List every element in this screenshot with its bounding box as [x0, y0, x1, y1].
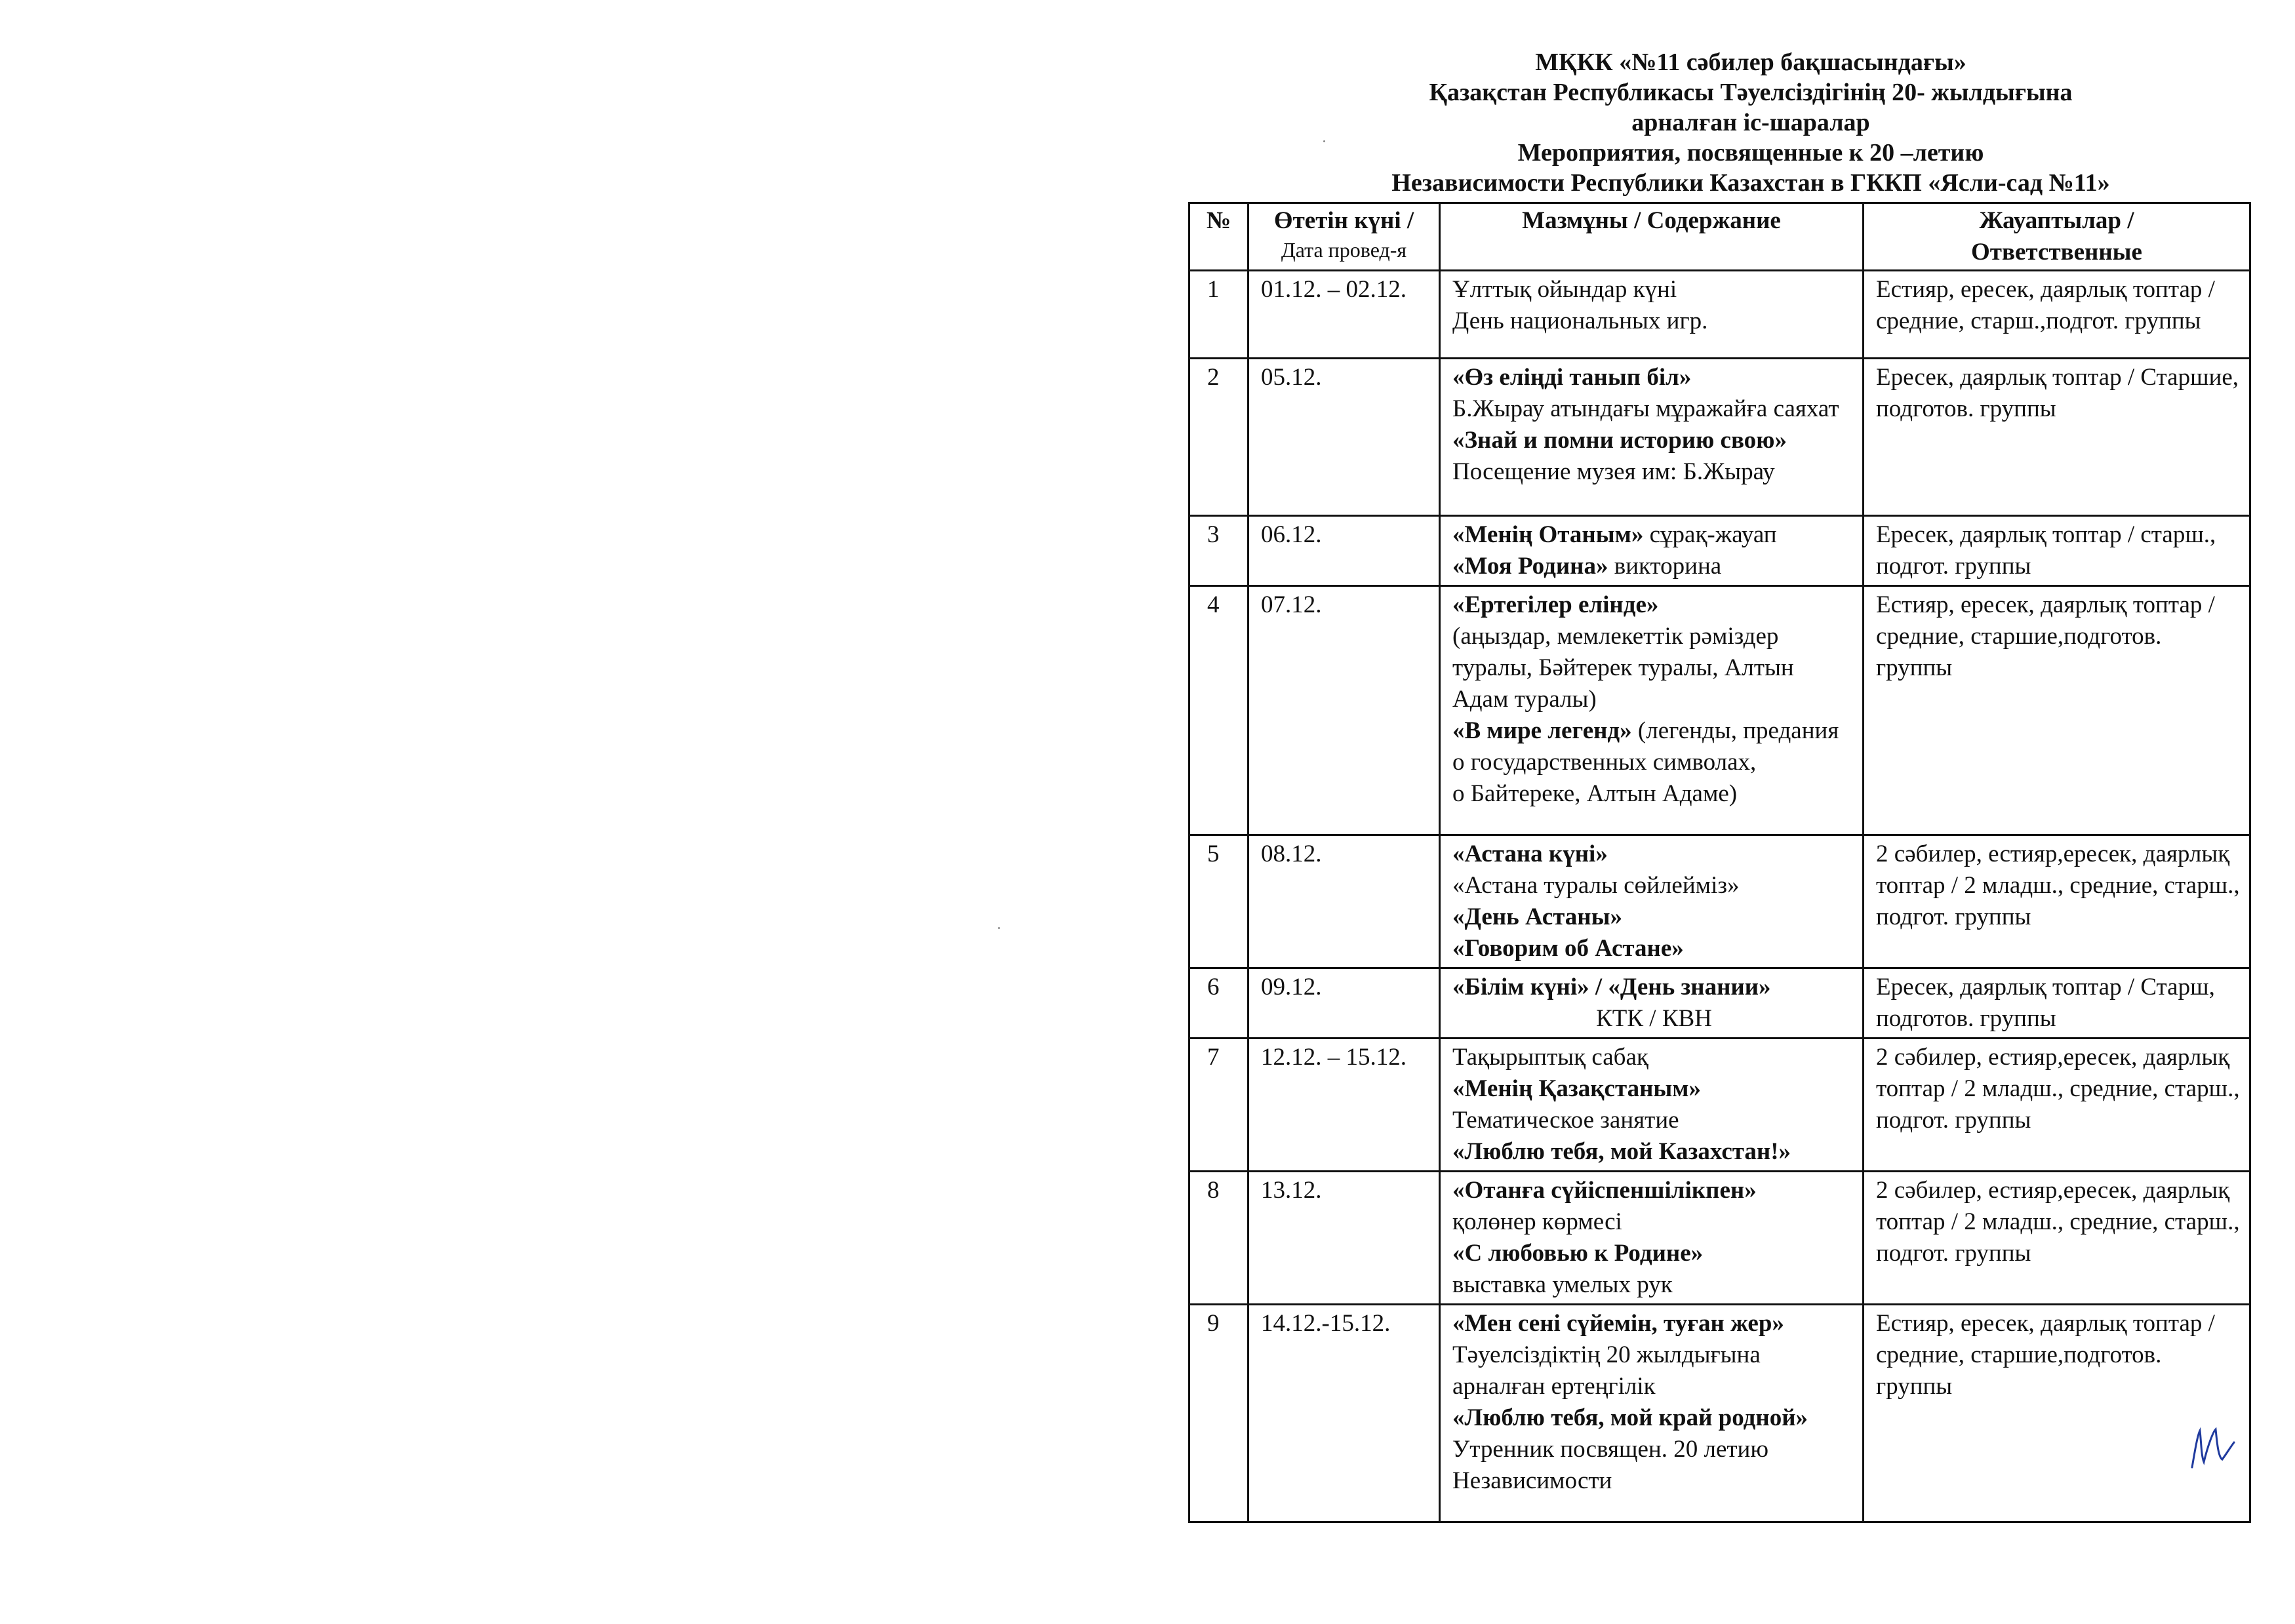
content-line: «Отанға сүйіспеншілікпен»	[1452, 1177, 1757, 1204]
content-bold: «Ертегілер елінде»	[1452, 591, 1659, 618]
content-line	[1452, 747, 1856, 778]
row-responsible: Естияр, ересек, даярлық топтар / средние, старш.,подгот. группы	[1864, 271, 2250, 359]
content-line	[1452, 519, 1856, 551]
row-content	[1440, 968, 1864, 1039]
content-line: Утренник посвящен. 20 летию Независимости	[1452, 1436, 1768, 1494]
header-resp-line2: Ответственные	[1971, 239, 2142, 266]
row-number: 4	[1189, 586, 1248, 835]
content-rest: о Байтереке, Алтын Адаме)	[1452, 780, 1738, 807]
events-table	[1188, 202, 2251, 1523]
content-line: «Люблю тебя, мой Казахстан!»	[1452, 1138, 1791, 1165]
table-body	[1189, 271, 2250, 1522]
content-line: Тақырыптық сабақ	[1452, 1044, 1648, 1071]
row-responsible: 2 сәбилер, естияр,ересек, даярлық топтар / 2 младш., средние, старш., подгот. группы	[1864, 1039, 2250, 1172]
header-line-1: МҚКК «№11 сәбилер бақшасындағы»	[1535, 49, 1966, 76]
header-content: Мазмұны / Содержание	[1440, 203, 1864, 271]
row-content	[1440, 835, 1864, 968]
header-line-4: Мероприятия, посвященные к 20 –летию	[1517, 139, 1984, 167]
row-content	[1440, 516, 1864, 586]
row-date: 07.12.	[1248, 586, 1440, 835]
header-line-5: Независимости Республики Казахстан в ГККП «Ясли-сад №11»	[1391, 169, 2110, 197]
content-line: КТК / КВН	[1596, 1005, 1712, 1032]
row-responsible: 2 сәбилер, естияр,ересек, даярлық топтар / 2 младш., средние, старш., подгот. группы	[1864, 1172, 2250, 1305]
row-responsible: Ересек, даярлық топтар / старш., подгот. группы	[1864, 516, 2250, 586]
content-bold: «Моя Родина»	[1452, 553, 1608, 580]
content-line: Тәуелсіздіктің 20 жылдығына арналған ертеңгілік	[1452, 1341, 1761, 1400]
content-line: «День Астаны»	[1452, 903, 1623, 930]
content-bold: «В мире легенд»	[1452, 717, 1632, 744]
row-responsible: 2 сәбилер, естияр,ересек, даярлық топтар / 2 младш., средние, старш., подгот. группы	[1864, 835, 2250, 968]
content-line	[1452, 551, 1856, 582]
content-line: «Говорим об Астане»	[1452, 935, 1684, 962]
row-content	[1440, 586, 1864, 835]
scan-speck	[998, 927, 1000, 929]
row-date: 14.12.-15.12.	[1248, 1305, 1440, 1522]
header-num: №	[1189, 203, 1248, 271]
header-responsible	[1864, 203, 2250, 271]
content-line: Тематическое занятие	[1452, 1107, 1679, 1134]
signature-mark-icon	[2187, 1416, 2239, 1475]
content-line: Посещение музея им: Б.Жырау	[1452, 458, 1775, 485]
header-date-main: Өтетін күні /	[1273, 207, 1414, 234]
content-line: қолөнер көрмесі	[1452, 1208, 1622, 1235]
row-number: 9	[1189, 1305, 1248, 1522]
row-content	[1440, 1172, 1864, 1305]
content-line: «Астана туралы сөйлейміз»	[1452, 872, 1740, 899]
content-line: «Знай и помни историю свою»	[1452, 427, 1787, 454]
row-number: 6	[1189, 968, 1248, 1039]
row-responsible: Естияр, ересек, даярлық топтар / средние, старшие,подготов. группы	[1864, 586, 2250, 835]
row-content	[1440, 359, 1864, 516]
row-number: 8	[1189, 1172, 1248, 1305]
table-row	[1189, 271, 2250, 359]
content-line: «Білім күні» / «День знании»	[1452, 974, 1771, 1000]
content-rest: викторина	[1608, 553, 1722, 580]
content-rest: сұрақ-жауап	[1643, 521, 1777, 548]
content-line	[1452, 621, 1856, 715]
content-line: «С любовью к Родине»	[1452, 1240, 1704, 1267]
row-content	[1440, 1305, 1864, 1522]
table-row	[1189, 359, 2250, 516]
content-line	[1452, 589, 1856, 621]
content-rest: (легенды, предания	[1631, 717, 1839, 744]
row-number: 2	[1189, 359, 1248, 516]
content-bold: «Менің Отаным»	[1452, 521, 1644, 548]
content-rest: о государственных символах,	[1452, 749, 1757, 776]
content-line: Ұлттық ойындар күні	[1452, 276, 1677, 303]
content-line: Б.Жырау атындағы мұражайға саяхат	[1452, 395, 1839, 422]
row-date: 06.12.	[1248, 516, 1440, 586]
row-responsible: Ересек, даярлық топтар / Старш, подготов. группы	[1864, 968, 2250, 1039]
row-date: 13.12.	[1248, 1172, 1440, 1305]
row-content	[1440, 271, 1864, 359]
table-row	[1189, 835, 2250, 968]
row-date: 09.12.	[1248, 968, 1440, 1039]
content-line: «Өз еліңді танып біл»	[1452, 364, 1692, 391]
content-line: «Мен сені сүйемін, туған жер»	[1452, 1310, 1784, 1337]
row-content	[1440, 1039, 1864, 1172]
content-line	[1452, 778, 1856, 810]
content-rest: (аңыздар, мемлекеттік рәміздер туралы, Бәйтерек туралы, Алтын Адам туралы)	[1452, 623, 1794, 713]
row-responsible: Естияр, ересек, даярлық топтар / средние, старшие,подготов. группы	[1864, 1305, 2250, 1522]
row-date: 12.12. – 15.12.	[1248, 1039, 1440, 1172]
content-line: «Люблю тебя, мой край родной»	[1452, 1404, 1808, 1431]
row-date: 01.12. – 02.12.	[1248, 271, 1440, 359]
row-date: 08.12.	[1248, 835, 1440, 968]
header-line-3: арналған іс-шаралар	[1631, 109, 1870, 136]
table-row	[1189, 1172, 2250, 1305]
content-line	[1452, 715, 1856, 747]
header-date	[1248, 203, 1440, 271]
header-date-sub: Дата провед-я	[1281, 238, 1407, 262]
table-row	[1189, 586, 2250, 835]
table-row	[1189, 968, 2250, 1039]
table-row	[1189, 1305, 2250, 1522]
content-line: «Астана күні»	[1452, 841, 1608, 867]
content-line: выставка умелых рук	[1452, 1271, 1673, 1298]
row-responsible: Ересек, даярлық топтар / Старшие, подготов. группы	[1864, 359, 2250, 516]
content-line: «Менің Қазақстаным»	[1452, 1075, 1701, 1102]
document-header	[1305, 47, 2197, 198]
row-number: 1	[1189, 271, 1248, 359]
table-row	[1189, 516, 2250, 586]
row-number: 7	[1189, 1039, 1248, 1172]
row-number: 3	[1189, 516, 1248, 586]
table-row	[1189, 1039, 2250, 1172]
header-resp-line1: Жауаптылар /	[1979, 207, 2134, 234]
content-line: День национальных игр.	[1452, 307, 1708, 334]
scan-speck	[1323, 140, 1325, 142]
row-date: 05.12.	[1248, 359, 1440, 516]
header-line-2: Қазақстан Республикасы Тәуелсіздігінің 20- жылдығына	[1429, 79, 2073, 106]
row-number: 5	[1189, 835, 1248, 968]
table-header-row	[1189, 203, 2250, 271]
